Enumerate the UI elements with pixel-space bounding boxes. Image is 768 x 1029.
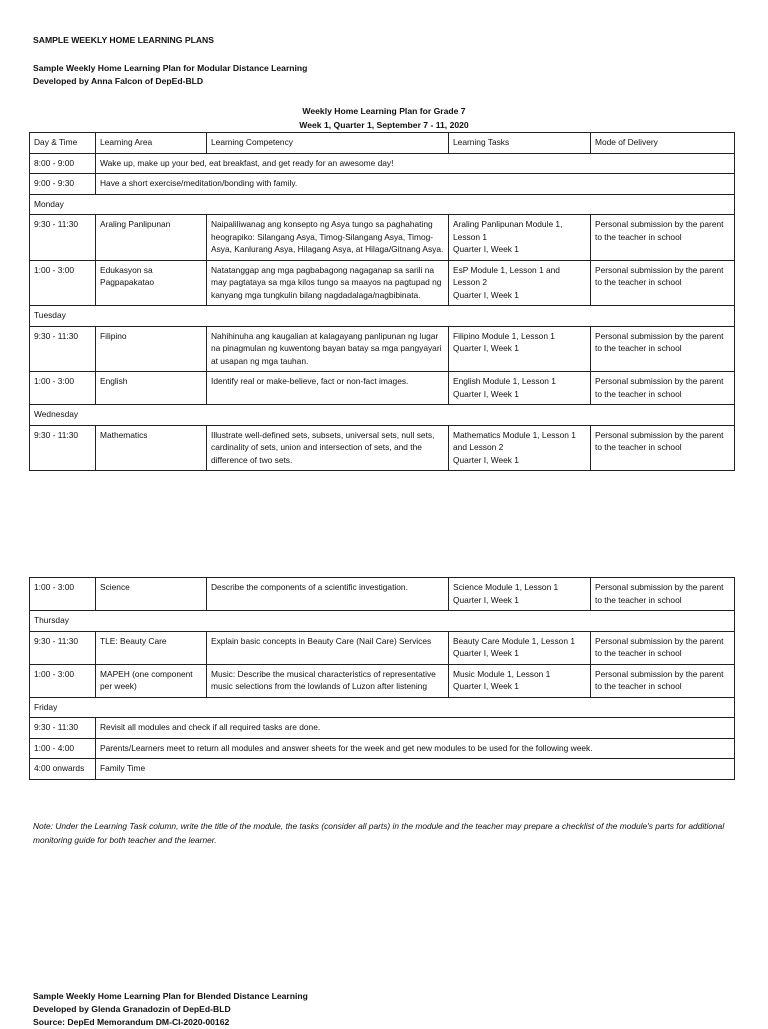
task-quarter: Quarter I, Week 1: [453, 681, 519, 691]
task-module: Beauty Care Module 1, Lesson 1: [453, 635, 575, 646]
cell-competency: Natatanggap ang mga pagbabagong nagaganap sa sarili na may pagtataya sa mga kilos tungo sa maayos na pagtupad ng kanyang mga tungkulin bilang nagdadalaga/nagbibinata.: [207, 260, 449, 306]
cell-activity: Parents/Learners meet to return all modules and answer sheets for the week and get new modules to be used for the following week.: [96, 738, 735, 759]
document-title: SAMPLE WEEKLY HOME LEARNING PLANS: [33, 35, 214, 45]
cell-learning-area: Araling Panlipunan: [96, 215, 207, 261]
cell-activity: Have a short exercise/meditation/bonding with family.: [96, 174, 735, 195]
table-row: [30, 215, 735, 261]
task-quarter: Quarter I, Week 1: [453, 594, 519, 605]
cell-competency: Explain basic concepts in Beauty Care (Nail Care) Services: [207, 631, 449, 664]
cell-mode: Personal submission by the parent to the teacher in school: [591, 425, 735, 471]
day-row-wednesday: [30, 405, 735, 426]
cell-learning-area: English: [96, 372, 207, 405]
cell-activity: Family Time: [96, 759, 735, 780]
cell-time: 9:30 - 11:30: [30, 631, 96, 664]
cell-tasks: [449, 631, 591, 664]
table-row: [30, 718, 735, 739]
plan-week-title: Week 1, Quarter 1, September 7 - 11, 2020: [299, 120, 469, 130]
task-module: Science Module 1, Lesson 1: [453, 582, 559, 592]
table-row: [30, 174, 735, 195]
day-row-tuesday: [30, 306, 735, 327]
table-row: [30, 153, 735, 174]
table-row: [30, 631, 735, 664]
cell-mode: Personal submission by the parent to the teacher in school: [591, 372, 735, 405]
cell-competency: Describe the components of a scientific investigation.: [207, 578, 449, 611]
cell-time: 1:00 - 3:00: [30, 664, 96, 697]
day-label: Wednesday: [30, 405, 735, 426]
cell-time: 1:00 - 3:00: [30, 372, 96, 405]
table-row: [30, 759, 735, 780]
cell-time: 9:30 - 11:30: [30, 425, 96, 471]
cell-tasks: [449, 326, 591, 372]
cell-mode: Personal submission by the parent to the teacher in school: [591, 578, 735, 611]
task-quarter: Quarter I, Week 1: [453, 289, 519, 300]
cell-time: 9:30 - 11:30: [30, 326, 96, 372]
day-row-monday: [30, 194, 735, 215]
task-module: Music Module 1, Lesson 1: [453, 668, 551, 679]
cell-time: 9:00 - 9:30: [30, 174, 96, 195]
header-learning-competency: Learning Competency: [207, 133, 449, 154]
table-row: [30, 372, 735, 405]
cell-learning-area: Filipino: [96, 326, 207, 372]
task-quarter: Quarter I, Week 1: [453, 244, 519, 254]
cell-competency: Nahihinuha ang kaugalian at kalagayang panlipunan ng lugar na pinagmulan ng kuwentong bayan batay sa mga pangyayari at usapan ng mga tauhan.: [207, 326, 449, 372]
day-label: Friday: [30, 697, 735, 718]
day-row-thursday: [30, 611, 735, 632]
cell-competency: Music: Describe the musical characteristics of representative music selections from the lowlands of Luzon after listening: [207, 664, 449, 697]
cell-mode: Personal submission by the parent to the teacher in school: [591, 260, 735, 306]
table-row: [30, 326, 735, 372]
cell-tasks: [449, 425, 591, 471]
cell-activity: Wake up, make up your bed, eat breakfast, and get ready for an awesome day!: [96, 153, 735, 174]
cell-activity: Revisit all modules and check if all required tasks are done.: [96, 718, 735, 739]
blended-plan-title: Sample Weekly Home Learning Plan for Blended Distance Learning: [33, 991, 308, 1001]
cell-mode: Personal submission by the parent to the teacher in school: [591, 326, 735, 372]
cell-competency: Identify real or make-believe, fact or non-fact images.: [207, 372, 449, 405]
blended-plan-author: Developed by Glenda Granadozin of DepEd-BLD: [33, 1004, 231, 1014]
cell-learning-area: Science: [96, 578, 207, 611]
table-row: [30, 578, 735, 611]
cell-competency: Illustrate well-defined sets, subsets, universal sets, null sets, cardinality of sets, union and intersection of sets, and the difference of two sets.: [207, 425, 449, 471]
cell-tasks: [449, 215, 591, 261]
table-row: [30, 738, 735, 759]
modular-plan-author: Developed by Anna Falcon of DepEd-BLD: [33, 76, 204, 86]
header-mode-of-delivery: Mode of Delivery: [591, 133, 735, 154]
cell-time: 9:30 - 11:30: [30, 215, 96, 261]
task-module: EsP Module 1, Lesson 1 and Lesson 2: [453, 264, 560, 287]
table-row: [30, 260, 735, 306]
cell-learning-area: Mathematics: [96, 425, 207, 471]
blended-section-heading: [33, 990, 308, 1029]
learning-task-note: Note: Under the Learning Task column, write the title of the module, the tasks (consider all parts) in the module and the teacher may prepare a checklist of the module's parts for additional monitoring guide for both teacher and the learner.: [33, 821, 725, 845]
day-label: Monday: [30, 194, 735, 215]
cell-tasks: [449, 664, 591, 697]
cell-time: 9:30 - 11:30: [30, 718, 96, 739]
cell-time: 8:00 - 9:00: [30, 153, 96, 174]
blended-plan-source: Source: DepEd Memorandum DM-CI-2020-00162: [33, 1017, 230, 1027]
task-module: Filipino Module 1, Lesson 1: [453, 330, 555, 341]
cell-mode: Personal submission by the parent to the teacher in school: [591, 664, 735, 697]
table-header-row: [30, 133, 735, 154]
header-learning-area: Learning Area: [96, 133, 207, 154]
cell-time: 1:00 - 3:00: [30, 260, 96, 306]
task-quarter: Quarter I, Week 1: [453, 388, 519, 399]
modular-plan-title: Sample Weekly Home Learning Plan for Modular Distance Learning: [33, 63, 308, 73]
cell-mode: Personal submission by the parent to the teacher in school: [591, 631, 735, 664]
table-row: [30, 664, 735, 697]
learning-plan-table-part-1: [29, 132, 735, 471]
cell-tasks: [449, 260, 591, 306]
plan-heading: [0, 104, 768, 132]
header-day-time: Day & Time: [30, 133, 96, 154]
cell-mode: Personal submission by the parent to the teacher in school: [591, 215, 735, 261]
task-module: Araling Panlipunan Module 1, Lesson 1: [453, 219, 563, 242]
task-quarter: Quarter I, Week 1: [453, 648, 519, 658]
cell-tasks: [449, 578, 591, 611]
modular-section-heading: [33, 62, 307, 88]
plan-grade-title: Weekly Home Learning Plan for Grade 7: [302, 106, 466, 116]
learning-plan-table-part-2: [29, 577, 735, 780]
task-quarter: Quarter I, Week 1: [453, 454, 519, 465]
table-row: [30, 425, 735, 471]
cell-learning-area: TLE: Beauty Care: [96, 631, 207, 664]
task-quarter: Quarter I, Week 1: [453, 343, 519, 353]
day-label: Tuesday: [30, 306, 735, 327]
header-learning-tasks: Learning Tasks: [449, 133, 591, 154]
cell-time: 1:00 - 4:00: [30, 738, 96, 759]
task-module: English Module 1, Lesson 1: [453, 376, 556, 386]
day-label: Thursday: [30, 611, 735, 632]
cell-competency: Naipaliliwanag ang konsepto ng Asya tungo sa paghahating heograpiko: Silangang Asya, Timog-Silangang Asya, Timog-Asya, Kanlurang Asya, Hilagang Asya, at Hilaga/Gitnang Asya.: [207, 215, 449, 261]
task-module: Mathematics Module 1, Lesson 1 and Lesson 2: [453, 429, 576, 452]
cell-time: 1:00 - 3:00: [30, 578, 96, 611]
cell-time: 4:00 onwards: [30, 759, 96, 780]
cell-learning-area: Edukasyon sa Pagpapakatao: [96, 260, 207, 306]
cell-learning-area: MAPEH (one component per week): [96, 664, 207, 697]
day-row-friday: [30, 697, 735, 718]
cell-tasks: [449, 372, 591, 405]
